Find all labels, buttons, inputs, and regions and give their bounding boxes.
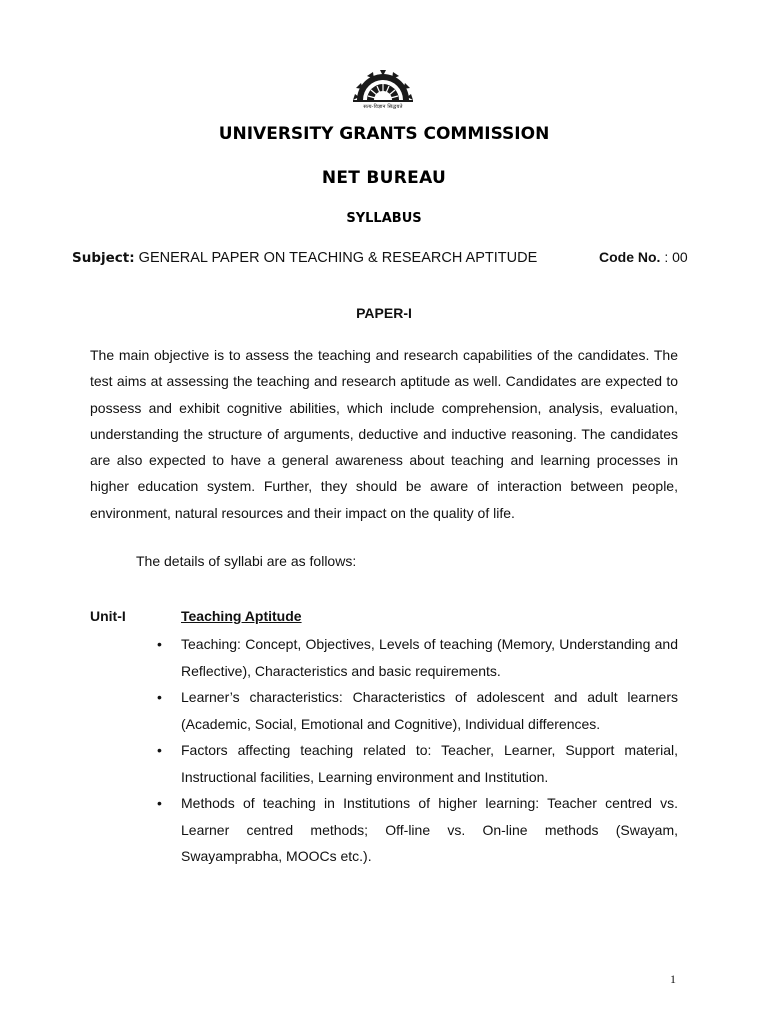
bullet-icon: • [157,689,162,705]
list-item [157,737,678,790]
subject-label: Subject: [72,250,135,266]
code-line [599,249,688,265]
bureau-title: NET BUREAU [321,168,447,188]
list-item [157,684,678,737]
list-item-text: Factors affecting teaching related to: Teacher, Learner, Support material, Instructional facilities, Learning environment and Institution. [181,742,678,785]
details-line: The details of syllabi are as follows: [136,553,357,569]
list-item [157,631,678,684]
code-value: : 00 [660,249,688,265]
logo-caption: सत्य-विज्ञान सिद्धयते [363,104,403,110]
page-number: 1 [670,972,676,986]
list-item-text: Methods of teaching in Institutions of higher learning: Teacher centred vs. Learner centred methods; Off-line vs. On-line methods (Swayam, Swayamprabha, MOOCs etc.). [181,795,678,864]
list-item-text: Learner’s characteristics: Characteristics of adolescent and adult learners (Academic, Social, Emotional and Cognitive), Individual differences. [181,689,678,732]
list-item-text: Teaching: Concept, Objectives, Levels of teaching (Memory, Understanding and Reflective), Characteristics and basic requirements. [181,636,678,679]
unit-topic-list [157,631,678,870]
list-item [157,790,678,870]
subject-value: GENERAL PAPER ON TEACHING & RESEARCH APTITUDE [134,250,538,266]
organization-title: UNIVERSITY GRANTS COMMISSION [218,124,550,144]
ugc-emblem [345,60,421,116]
unit-label: Unit-I [90,608,126,624]
bullet-icon: • [157,795,162,811]
code-label: Code No. [599,249,661,265]
paper-title: PAPER-I [356,305,412,321]
bullet-icon: • [157,636,162,652]
unit-title: Teaching Aptitude [181,608,302,624]
document-type-title: SYLLABUS [346,211,422,226]
bullet-icon: • [157,742,162,758]
intro-paragraph: The main objective is to assess the teaching and research capabilities of the candidates. The test aims at assessing the teaching and research aptitude as well. Candidates are expected to possess and exhibit cognitive abilities, which include comprehension, analysis, evaluation, understanding the structure of arguments, deductive and inductive reasoning. The candidates are also expected to have a general awareness about teaching and learning processes in higher education system. Further, they should be aware of interaction between people, environment, natural resources and their impact on the quality of life. [90,347,678,521]
ugc-logo-icon [345,60,421,104]
